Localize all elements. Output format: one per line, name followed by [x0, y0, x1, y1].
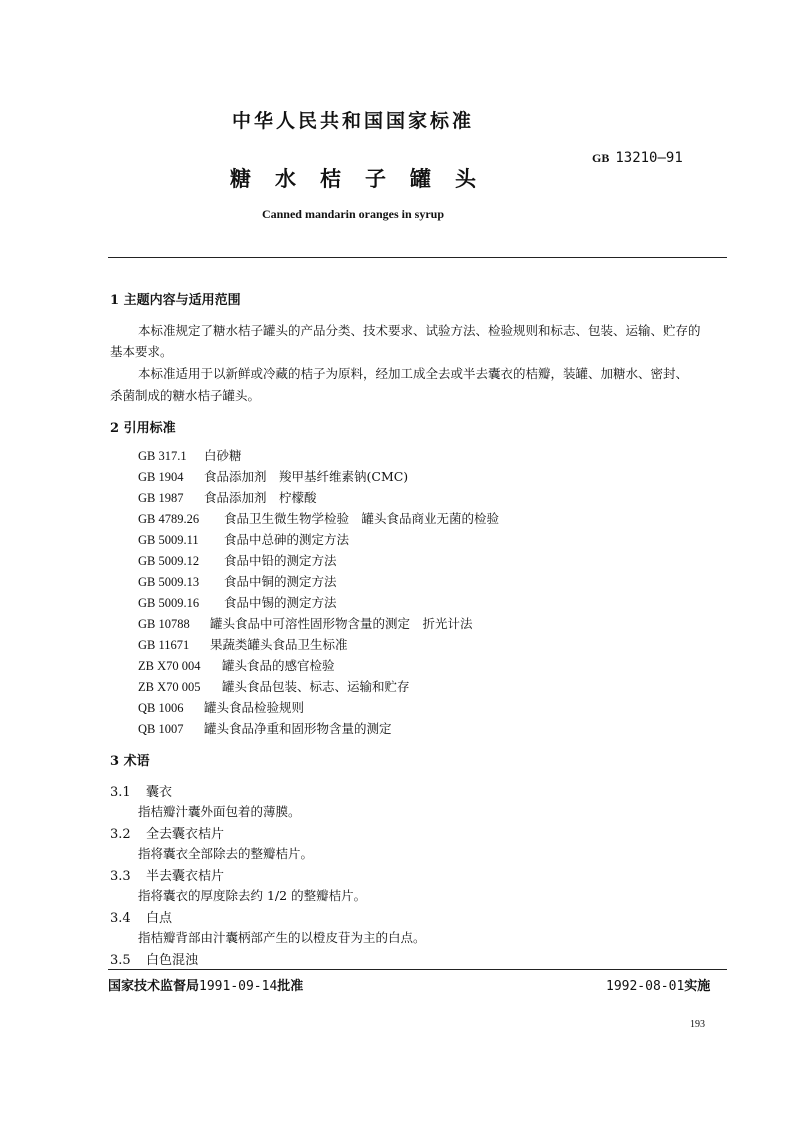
page-number: 193: [690, 1019, 705, 1030]
reference-item: ZB X70 005 罐头食品包装、标志、运输和贮存: [138, 679, 410, 694]
effective-line: 1992-08-01实施: [606, 979, 711, 994]
reference-item: ZB X70 004 罐头食品的感官检验: [138, 658, 335, 673]
reference-item: GB 1987 食品添加剂 柠檬酸: [138, 490, 317, 505]
section-1-para-1-line-1: 本标准规定了糖水桔子罐头的产品分类、技术要求、试验方法、检验规则和标志、包装、运输、贮存的: [138, 323, 701, 338]
title-char: 水: [275, 166, 296, 191]
document-title: [0, 163, 706, 193]
term-heading: 3.4 白点: [110, 911, 173, 926]
header-rule: [108, 257, 727, 258]
approval-line: 国家技术监督局1991-09-14批准: [108, 979, 304, 994]
standard-code: 13210—91: [615, 150, 683, 166]
title-char: 罐: [410, 166, 431, 191]
term-heading: 3.2 全去囊衣桔片: [110, 827, 225, 842]
section-3-heading: 3 术语: [110, 754, 150, 769]
standard-prefix: GB: [592, 151, 610, 165]
title-char: 子: [365, 166, 386, 191]
term-heading: 3.3 半去囊衣桔片: [110, 869, 225, 884]
section-1-heading: 1 主题内容与适用范围: [110, 293, 241, 308]
term-definition: 指将囊衣全部除去的整瓣桔片。: [138, 846, 314, 861]
reference-item: QB 1006 罐头食品检验规则: [138, 700, 305, 715]
title-char: 糖: [230, 166, 251, 191]
reference-item: GB 5009.12 食品中铅的测定方法: [138, 553, 337, 568]
section-2-heading: 2 引用标准: [110, 421, 176, 436]
reference-item: GB 1904 食品添加剂 羧甲基纤维素钠(CMC): [138, 469, 409, 484]
term-heading: 3.1 囊衣: [110, 785, 173, 800]
national-standard-heading: 中华人民共和国国家标准: [231, 110, 474, 132]
section-1-para-2-line-2: 杀菌制成的糖水桔子罐头。: [110, 388, 261, 403]
section-1-para-2-line-1: 本标准适用于以新鲜或冷藏的桔子为原料，经加工成全去或半去囊衣的桔瓣，装罐、加糖水、密封、: [138, 366, 689, 381]
reference-item: GB 5009.11 食品中总砷的测定方法: [138, 532, 350, 547]
section-1-para-1-line-2: 基本要求。: [110, 344, 173, 359]
english-title: Canned mandarin oranges in syrup: [261, 207, 445, 221]
reference-item: GB 4789.26 食品卫生微生物学检验 罐头食品商业无菌的检验: [138, 511, 500, 526]
reference-item: GB 5009.13 食品中铜的测定方法: [138, 574, 337, 589]
reference-item: GB 5009.16 食品中锡的测定方法: [138, 595, 337, 610]
title-char: 头: [455, 166, 476, 191]
term-definition: 指桔瓣汁囊外面包着的薄膜。: [138, 804, 301, 819]
reference-item: GB 11671 果蔬类罐头食品卫生标准: [138, 637, 348, 652]
reference-item: QB 1007 罐头食品净重和固形物含量的测定: [138, 721, 392, 736]
term-heading: 3.5 白色混浊: [110, 953, 199, 968]
footer-rule: [108, 969, 727, 970]
reference-item: GB 10788 罐头食品中可溶性固形物含量的测定 折光计法: [138, 616, 473, 631]
title-char: 桔: [320, 166, 341, 191]
term-definition: 指桔瓣背部由汁囊柄部产生的以橙皮苷为主的白点。: [138, 930, 426, 945]
reference-item: GB 317.1 白砂糖: [138, 448, 242, 463]
term-definition: 指将囊衣的厚度除去约 1/2 的整瓣桔片。: [138, 888, 367, 903]
